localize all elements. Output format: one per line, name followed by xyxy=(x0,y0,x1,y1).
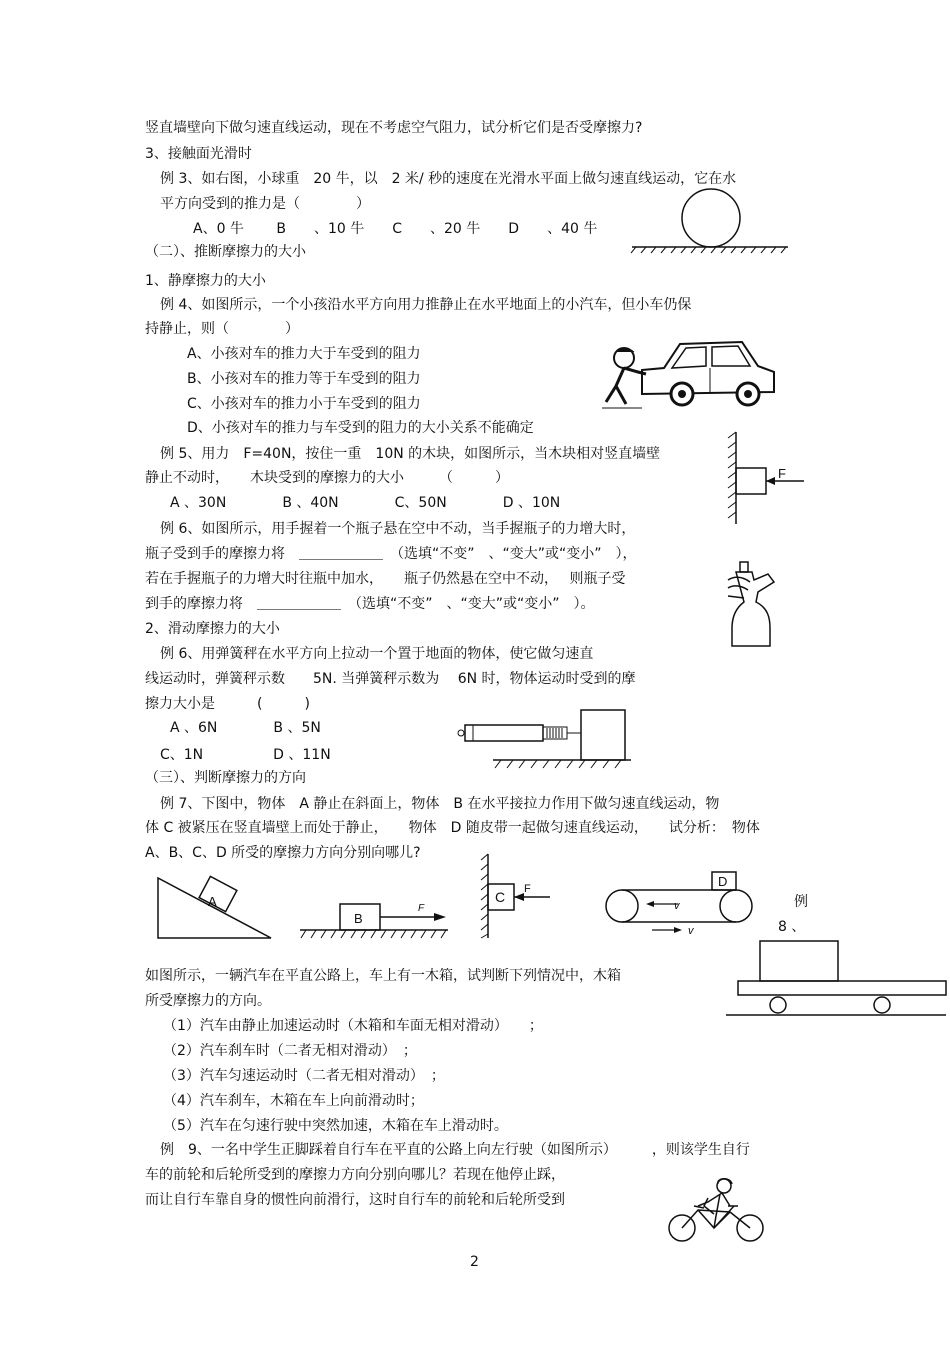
example-6b-line-2: 线运动时，弹簧秤示数 5N. 当弹簧秤示数为 6N 时，物体运动时受到的摩 xyxy=(145,671,636,687)
ball-on-ground-figure xyxy=(628,185,793,255)
example-8-line-2: 所受摩擦力的方向。 xyxy=(145,993,271,1009)
sub-heading-sliding: 2、滑动摩擦力的大小 xyxy=(145,621,280,637)
section-heading-2: （二）、推断摩擦力的大小 xyxy=(145,244,306,260)
example-8-case-4: （4）汽车刹车，木箱在车上向前滑动时； xyxy=(163,1093,424,1109)
example-8-case-2: （2）汽车刹车时（二者无相对滑动） ； xyxy=(163,1043,417,1059)
example-8-case-3: （3）汽车匀速运动时（二者无相对滑动） ； xyxy=(163,1068,445,1084)
example-6-line-2: 瓶子受到手的摩擦力将 ＿＿＿＿＿＿ （选填“不变” 、“变大”或“变小” ）， xyxy=(145,546,637,562)
example-4-option-b: B、小孩对车的推力等于车受到的阻力 xyxy=(187,371,421,387)
pull-force-label: F xyxy=(418,903,425,914)
belt-speed-bottom-label: v xyxy=(688,925,694,937)
example-8-case-5: （5）汽车在匀速行驶中突然加速，木箱在车上滑动时。 xyxy=(163,1118,508,1134)
example-5-options: A 、30N B 、40N C、50N D 、10N xyxy=(170,495,561,511)
example-6-line-4: 到手的摩擦力将 ＿＿＿＿＿＿ （选填“不变” 、“变大”或“变小” ）。 xyxy=(145,596,595,612)
incline-block-a-figure xyxy=(155,872,275,942)
floor-block-b-figure xyxy=(298,898,450,940)
example-3-line-2: 平方向受到的推力是（ ） xyxy=(160,196,370,212)
example-4-option-d: D、小孩对车的推力与车受到的阻力的大小关系不能确定 xyxy=(187,420,534,436)
conveyor-belt-d-figure xyxy=(602,870,758,940)
spring-scale-figure xyxy=(455,706,635,774)
belt-block-label: D xyxy=(718,874,728,889)
belt-speed-top-label: v xyxy=(674,900,680,912)
section-heading-3: （三）、判断摩擦力的方向 xyxy=(145,770,306,786)
example-5-line-1: 例 5、用力 F=40N，按住一重 10N 的木块，如图所示，当木块相对竖直墙壁 xyxy=(160,446,661,462)
page-number: 2 xyxy=(470,1254,479,1270)
example-6-line-3: 若在手握瓶子的力增大时往瓶中加水， 瓶子仍然悬在空中不动， 则瓶子受 xyxy=(145,571,626,587)
example-4-line-2: 持静止，则（ ） xyxy=(145,321,299,337)
wall-block-label: C xyxy=(495,889,506,905)
child-pushing-car-figure xyxy=(602,330,780,412)
bicycle-rider-figure xyxy=(664,1176,776,1244)
example-3-options: A、0 牛 B 、10 牛 C 、20 牛 D 、40 牛 xyxy=(193,221,598,237)
hand-bottle-figure xyxy=(722,558,778,650)
sub-heading-static: 1、静摩擦力的大小 xyxy=(145,273,266,289)
example-9-line-1: 例 9、一名中学生正脚踩着自行车在平直的公路上向左行驶（如图所示） ，则该学生自行 xyxy=(160,1142,750,1158)
wall-force-label: F xyxy=(778,466,786,481)
example-9-line-3: 而让自行车靠自身的惯性向前滑行，这时自行车的前轮和后轮所受到 xyxy=(145,1192,565,1208)
example-7-line-3: A、B、C、D 所受的摩擦力方向分别向哪儿? xyxy=(145,845,421,861)
example-4-option-a: A、小孩对车的推力大于车受到的阻力 xyxy=(187,346,421,362)
example-8-case-1: （1）汽车由静止加速运动时（木箱和车面无相对滑动） ； xyxy=(163,1018,543,1034)
floor-block-label: B xyxy=(354,911,363,926)
example-7-line-2: 体 C 被紧压在竖直墙壁上而处于静止， 物体 D 随皮带一起做匀速直线运动， 试分析： 物体 xyxy=(145,820,760,836)
example-5-line-2: 静止不动时， 木块受到的摩擦力的大小 （ ） xyxy=(145,470,509,486)
example-6b-options-ab: A 、6N B 、5N xyxy=(170,720,321,736)
truck-with-box-figure xyxy=(722,937,948,1019)
example-6-line-1: 例 6、如图所示，用手握着一个瓶子悬在空中不动，当手握瓶子的力增大时， xyxy=(160,521,636,537)
example-4-line-1: 例 4、如图所示，一个小孩沿水平方向用力推静止在水平地面上的小汽车，但小车仍保 xyxy=(160,297,692,313)
example-3-line-1: 例 3、如右图，小球重 20 牛，以 2 米/ 秒的速度在光滑水平面上做匀速直线运动，它在水 xyxy=(160,171,737,187)
example-4-option-c: C、小孩对车的推力小于车受到的阻力 xyxy=(187,396,421,412)
block-on-wall-figure xyxy=(726,430,810,526)
press-force-label: F xyxy=(524,883,531,895)
wall-block-c-figure xyxy=(478,852,554,940)
example-8-label: 例 xyxy=(794,894,808,910)
incline-block-label: A xyxy=(208,894,217,909)
example-6b-line-3: 擦力大小是 ( ) xyxy=(145,696,310,712)
example-9-line-2: 车的前轮和后轮所受到的摩擦力方向分别向哪儿？若现在他停止踩， xyxy=(145,1167,565,1183)
text-line-1: 竖直墙壁向下做匀速直线运动，现在不考虑空气阻力，试分析它们是否受摩擦力? xyxy=(145,120,643,136)
example-7-line-1: 例 7、下图中，物体 A 静止在斜面上，物体 B 在水平接拉力作用下做匀速直线运动，物 xyxy=(160,796,720,812)
example-8-number: 8 、 xyxy=(778,919,806,935)
section-heading-smooth: 3、接触面光滑时 xyxy=(145,146,252,162)
example-8-line-1: 如图所示，一辆汽车在平直公路上，车上有一木箱，试判断下列情况中，木箱 xyxy=(145,968,621,984)
example-6b-options-cd: C、1N D 、11N xyxy=(160,747,331,763)
example-6b-line-1: 例 6、用弹簧秤在水平方向上拉动一个置于地面的物体，使它做匀速直 xyxy=(160,646,594,662)
